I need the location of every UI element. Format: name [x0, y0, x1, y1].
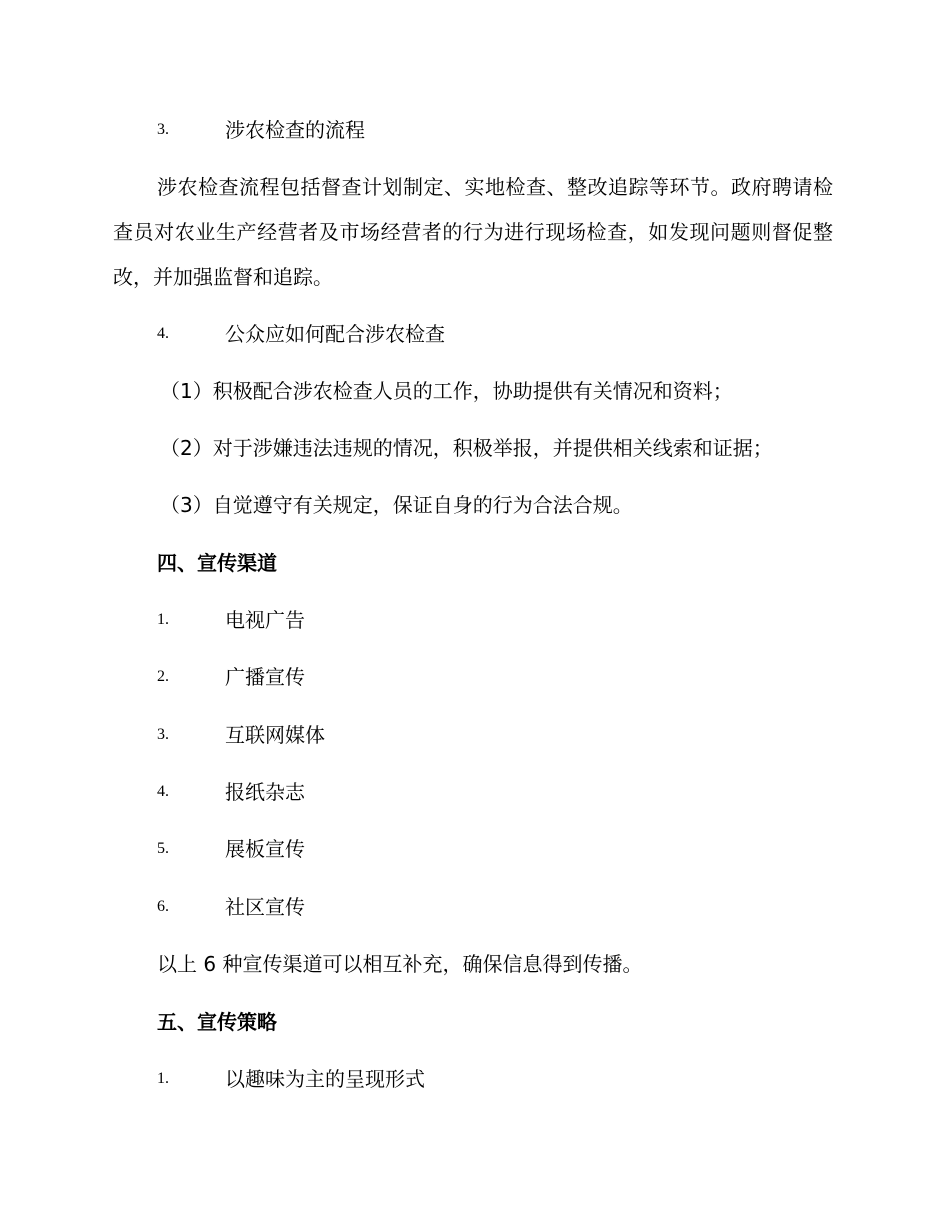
list-item: （1）积极配合涉农检查人员的工作，协助提供有关情况和资料； — [160, 379, 733, 403]
list-number: 2. — [157, 668, 169, 685]
list-item: 报纸杂志 — [225, 780, 305, 804]
list-number: 6. — [157, 898, 169, 915]
list-item: （2）对于涉嫌违法违规的情况，积极举报，并提供相关线索和证据； — [160, 436, 773, 460]
list-item: 电视广告 — [225, 608, 305, 632]
list-number: 3. — [157, 121, 169, 138]
list-number: 4. — [157, 325, 169, 342]
summary-text: 以上 6 种宣传渠道可以相互补充，确保信息得到传播。 — [157, 952, 643, 976]
body-paragraph: 涉农检查流程包括督查计划制定、实地检查、整改追踪等环节。政府聘请检查员对农业生产经营者及市场经营者的行为进行现场检查，如发现问题则督促整改，并加强监督和追踪。 — [113, 175, 833, 289]
list-item: 社区宣传 — [225, 895, 305, 919]
section-heading: 四、宣传渠道 — [157, 551, 277, 575]
list-number: 1. — [157, 1070, 169, 1087]
list-number: 4. — [157, 783, 169, 800]
list-number: 3. — [157, 726, 169, 743]
subsection-title: 涉农检查的流程 — [225, 118, 365, 142]
list-number: 1. — [157, 611, 169, 628]
list-item: 广播宣传 — [225, 665, 305, 689]
list-number: 5. — [157, 840, 169, 857]
list-item: 以趣味为主的呈现形式 — [225, 1067, 425, 1091]
list-item: 展板宣传 — [225, 837, 305, 861]
list-item: （3）自觉遵守有关规定，保证自身的行为合法合规。 — [160, 493, 633, 517]
section-heading: 五、宣传策略 — [157, 1010, 277, 1034]
list-item: 互联网媒体 — [225, 723, 325, 747]
subsection-title: 公众应如何配合涉农检查 — [225, 322, 445, 346]
